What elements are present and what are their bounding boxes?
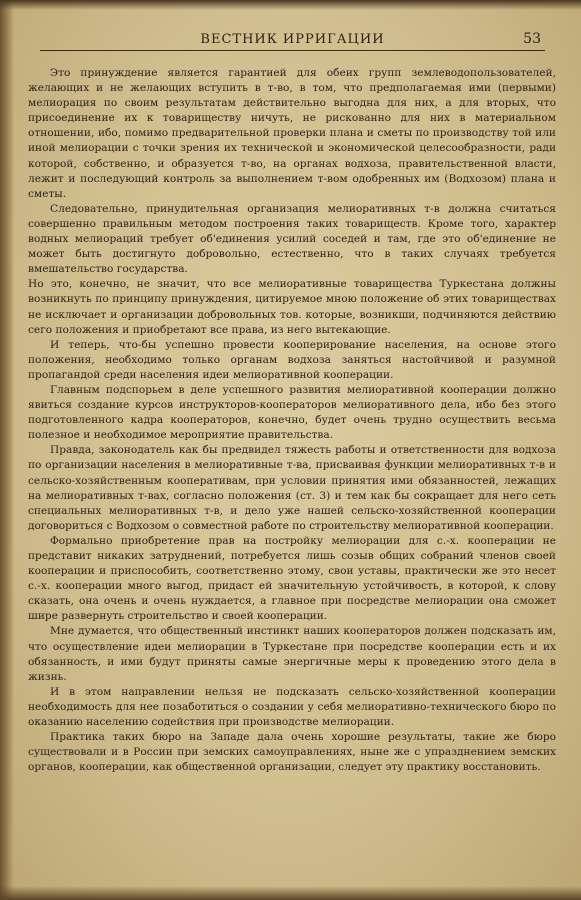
paragraph: И в этом направлении нельзя не подсказать сельско-хозяйственной кооперации необходимость для нее позаботиться о создании у себя мелиоративно-технического бюро по оказанию населению содействия при производстве мелиорации.	[28, 685, 556, 729]
paragraph: Это принуждение является гарантией для обеих групп землеводопользователей, желающих и не желающих вступить в т-во, в том, что предполагаемая ими (первыми) мелиорация по своим результатам действительно выгодна для них, а для вторых, что присоединение их к товариществу ничуть, не рискованно для них в материальном отношении, ибо, помимо предварительной проверки плана и сметы по производству той или иной мелиорации с точки зрения их технической и экономической целесообразности, ради которой, собственно, и образуется т-во, на органах водхоза, правительственной власти, лежит и последующий контроль за выполнением т-вом одобренных им (Водхозом) плана и сметы.	[28, 67, 556, 200]
paragraph: Но это, конечно, не значит, что все мелиоративные товарищества Туркестана должны возникнуть по принципу принуждения, цитируемое мною положение об этих товариществах не исключает и организации добровольных тов. которые, возникши, подчиняются действию сего положения и приобретают все права, из него вытекающие.	[28, 278, 556, 336]
paragraph: Формально приобретение прав на постройку мелиорации для с.-х. кооперации не представит никаких затруднений, потребуется лишь созыв общих собраний членов своей кооперации и приспособить, соответственно этому, свои уставы, практически же это несет с.-х. кооперации много выгод, придаст ей значительную устойчивость, в которой, к слову сказать, она очень и очень нуждается, а главное при посредстве мелиорации она сможет шире развернуть строительство и своей кооперации.	[28, 534, 556, 623]
page-binding-shadow	[0, 0, 14, 900]
paragraph: Главным подспорьем в деле успешного развития мелиоративной кооперации должно явиться создание курсов инструкторов-кооператоров мелиоративного дела, ибо без этого подготовленного кадра кооператоров, конечно, будет очень трудно осуществить весьма полезное и необходимое мероприятие правительства.	[28, 383, 556, 442]
paragraph: Мне думается, что общественный инстинкт наших кооператоров должен подсказать им, что осуществление идеи мелиорации в Туркестане при посредстве кооперации есть и их обязанность, и ими будут приняты самые энергичные меры к проведению этого дела в жизнь.	[28, 625, 556, 683]
page-top-shadow	[0, 0, 581, 10]
page-bottom-shadow	[0, 886, 581, 900]
article-body	[28, 66, 556, 775]
paragraph: Практика таких бюро на Западе дала очень хорошие результаты, такие же бюро существовали и в России при земских самоуправлениях, ныне же с упразднением земских органов, кооперации, как общественной организации, следует эту практику восстановить.	[28, 731, 556, 774]
paragraph: И теперь, что-бы успешно провести кооперирование населения, на основе этого положения, необходимо только органам водхоза заняться настойчивой и разумной пропагандой среди населения идеи мелиоративной кооперации.	[28, 338, 556, 381]
page-number: 53	[523, 31, 541, 47]
page-header	[40, 30, 545, 51]
running-title: ВЕСТНИК ИРРИГАЦИИ	[200, 32, 385, 47]
paragraph: Следовательно, принудительная организация мелиоративных т-в должна считаться совершенно правильным методом построения таких товариществ. Кроме того, характер водных мелиораций требует об'единения усилий соседей и там, где это об'единение не может быть достигнуто добровольно, естественно, что в таких случаях требуется вмешательство государства.	[28, 202, 556, 276]
paragraph: Правда, законодатель как бы предвидел тяжесть работы и ответственности для водхоза по организации населения в мелиоративные т-ва, присваивая функции мелиоративных т-в и сельско-хозяйственным кооперативам, при условии принятия ими обязанностей, лежащих на мелиоративных т-вах, согласно положения (ст. 3) и тем как бы сокращает для него сеть специальных мелиоративных т-в, и дело уже нашей сельско-хозяйственной кооперации договориться с Водхозом о совместной работе по строительству мелиоративной кооперации.	[28, 444, 556, 532]
